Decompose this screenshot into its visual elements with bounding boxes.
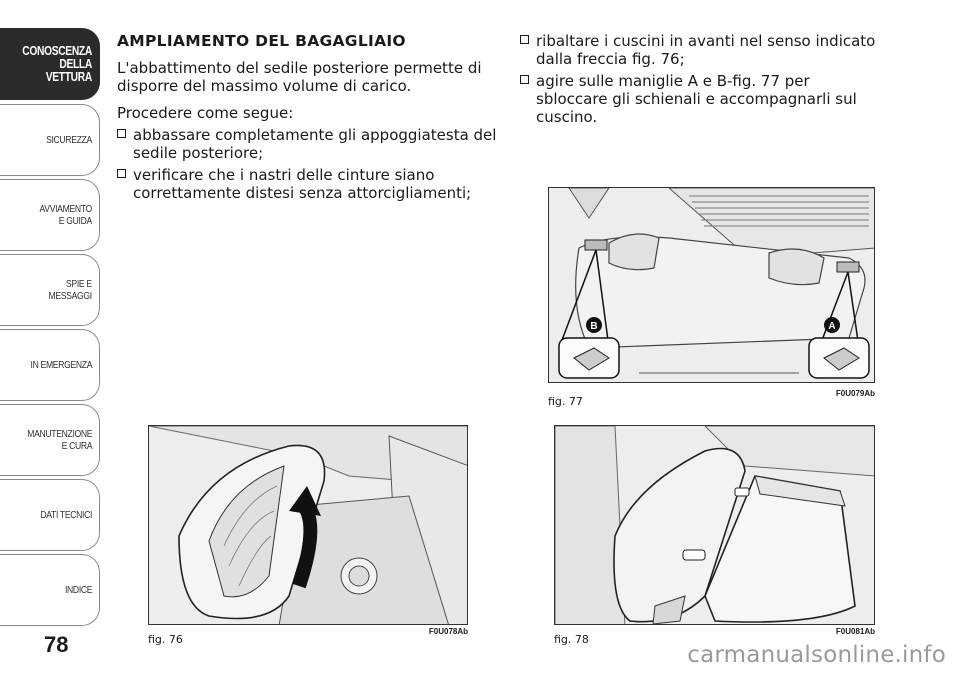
figure-code: F0U079Ab	[835, 389, 875, 398]
figure-76	[148, 425, 468, 647]
tab-label: INDICE	[64, 584, 92, 596]
tab-label: IN EMERGENZA	[30, 359, 92, 371]
figure-77	[548, 187, 875, 409]
figure-78-image	[554, 425, 875, 625]
figure-caption: fig. 78	[554, 633, 589, 646]
tab-indice[interactable]	[0, 554, 100, 626]
tab-in-emergenza[interactable]	[0, 329, 100, 401]
figure-code: F0U078Ab	[428, 627, 468, 636]
page-number: 78	[44, 632, 69, 657]
figure-78	[554, 425, 875, 647]
section-heading: AMPLIAMENTO DEL BAGAGLIAIO	[117, 32, 406, 50]
tab-avviamento-e-guida[interactable]	[0, 179, 100, 251]
tab-label: DATI TECNICI	[40, 509, 92, 521]
marker-a-label: A	[828, 321, 836, 332]
intro-paragraph: L'abbattimento del sedile posteriore permette di disporre del massimo volume di carico.	[117, 59, 482, 95]
tab-label: SICUREZZA	[46, 134, 92, 146]
figure-caption: fig. 77	[548, 395, 583, 408]
marker-b-label: B	[590, 321, 598, 332]
tab-spie-e-messaggi[interactable]	[0, 254, 100, 326]
tab-label: CONOSCENZA DELLA VETTURA	[22, 43, 92, 84]
watermark: carmanualsonline.info	[687, 642, 946, 668]
left-text-column	[117, 32, 497, 206]
bullet-item: agire sulle maniglie A e B-fig. 77 per sbloccare gli schienali e accompagnarli sul cuscino.	[520, 72, 880, 126]
figure-77-image	[548, 187, 875, 383]
tab-conoscenza-della-vettura[interactable]	[0, 28, 100, 100]
procedure-line: Procedere come segue:	[117, 104, 294, 122]
bullet-item: abbassare completamente gli appoggiatesta del sedile posteriore;	[117, 126, 497, 162]
figure-76-image	[148, 425, 468, 625]
figure-caption: fig. 76	[148, 633, 183, 646]
tab-label: AVVIAMENTO E GUIDA	[39, 203, 92, 227]
tab-label: MANUTENZIONE E CURA	[27, 428, 92, 452]
tab-dati-tecnici[interactable]	[0, 479, 100, 551]
figure-code: F0U081Ab	[835, 627, 875, 636]
tab-label: SPIE E MESSAGGI	[48, 278, 92, 302]
tab-sicurezza[interactable]	[0, 104, 100, 176]
bullet-item: verificare che i nastri delle cinture siano correttamente distesi senza attorcigliamenti;	[117, 166, 497, 202]
right-text-column	[520, 32, 880, 130]
bullet-item: ribaltare i cuscini in avanti nel senso indicato dalla freccia fig. 76;	[520, 32, 880, 68]
tab-manutenzione-e-cura[interactable]	[0, 404, 100, 476]
